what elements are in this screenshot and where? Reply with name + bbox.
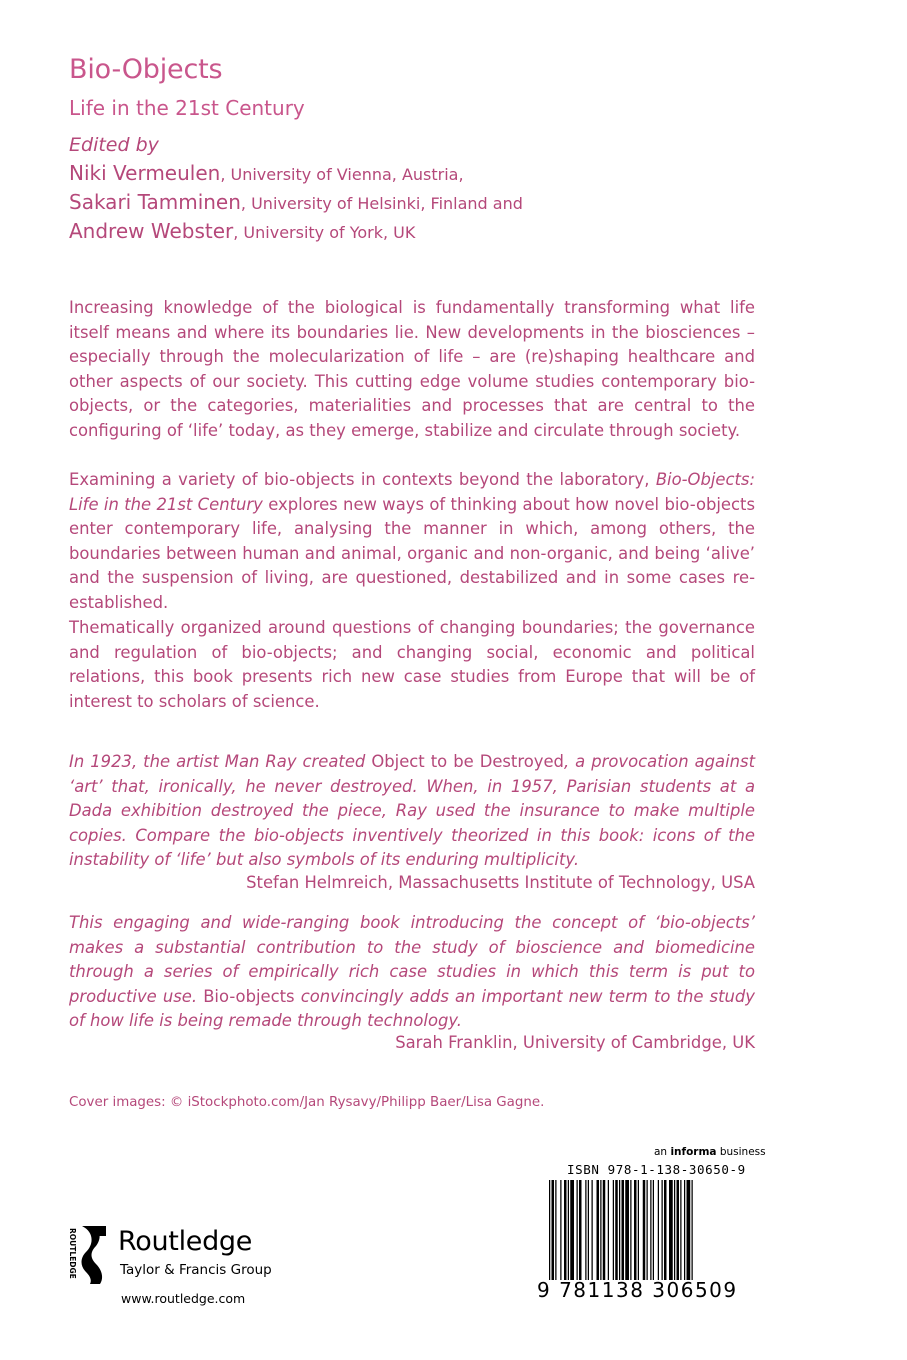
isbn-label: ISBN 978-1-138-30650-9	[567, 1162, 746, 1177]
paragraph-text: explores new ways of thinking about how novel bio-objects enter contemporary life, analysing the manner in which, among others, the boundaries between human and animal, organic and non-organic, and being ‘alive’ and the suspension of living, are questioned, destabilized and in some cases re-established.	[69, 494, 755, 612]
editor-name: Sakari Tamminen	[69, 190, 241, 214]
review-quote-2	[69, 911, 755, 1034]
cover-image-credit: Cover images: © iStockphoto.com/Jan Rysavy/Philipp Baer/Lisa Gagne.	[69, 1095, 545, 1110]
publisher-group: Taylor & Francis Group	[120, 1262, 272, 1278]
paragraph-text: Examining a variety of bio-objects in contexts beyond the laboratory,	[69, 470, 656, 489]
publisher-url: www.routledge.com	[121, 1291, 246, 1306]
review-attribution-1: Stefan Helmreich, Massachusetts Institute of Technology, USA	[246, 873, 755, 892]
editor-affiliation: , University of York, UK	[233, 223, 416, 242]
editor-name: Niki Vermeulen	[69, 161, 221, 185]
publisher-name: Routledge	[118, 1226, 253, 1257]
book-title: Bio-Objects	[69, 54, 223, 85]
description-paragraph-1: Increasing knowledge of the biological is fundamentally transforming what life itself means and where its boundaries lie. New developments in the biosciences – especially through the molecularization of life – are (re)shaping healthcare and other aspects of our society. This cutting edge volume studies contemporary bio-objects, or the categories, materialities and processes that are central to the configuring of ‘life’ today, as they emerge, stabilize and circulate through society.	[69, 298, 755, 440]
quote-text: This engaging and wide-ranging book introducing the concept of ‘bio-objects’ makes a substantial contribution to the study of bioscience and biomedicine through a series of empirically rich case studies in which this term is put to productive use.	[69, 913, 755, 1006]
editor-line	[69, 190, 523, 214]
description-paragraph-2	[69, 468, 755, 616]
quote-artwork-title: Object to be Destroyed	[371, 752, 564, 771]
book-title-inline: Bio-Objects: Life in the 21st Century	[69, 470, 755, 514]
informa-brand: informa	[670, 1146, 717, 1158]
editor-line	[69, 161, 464, 185]
informa-business-label	[654, 1146, 766, 1158]
review-attribution-2: Sarah Franklin, University of Cambridge, UK	[395, 1033, 755, 1052]
review-quote-1	[69, 750, 755, 873]
isbn-digits: 9 781138 306509	[537, 1278, 738, 1302]
edited-by-label: Edited by	[69, 134, 159, 156]
quote-text: In 1923, the artist Man Ray created	[69, 752, 372, 771]
quote-book-title: Bio-objects	[203, 986, 295, 1006]
description-paragraph-3: Thematically organized around questions of changing boundaries; the governance and regulation of bio-objects; and changing social, economic and political relations, this book presents rich new case studies from Europe that will be of interest to scholars of science.	[69, 618, 755, 711]
editor-name: Andrew Webster	[69, 219, 234, 243]
routledge-logo-icon	[64, 1224, 108, 1286]
routledge-vertical-text: ROUTLEDGE	[68, 1228, 77, 1279]
informa-suffix: business	[716, 1146, 766, 1158]
editor-line	[69, 219, 415, 243]
book-subtitle: Life in the 21st Century	[69, 96, 305, 120]
barcode-bars	[549, 1180, 755, 1280]
editor-affiliation: , University of Helsinki, Finland and	[240, 194, 523, 213]
quote-text: convincingly adds an important new term to the study of how life is being remade through technology.	[69, 986, 755, 1031]
informa-prefix: an	[654, 1146, 671, 1158]
editor-affiliation: , University of Vienna, Austria,	[220, 165, 464, 184]
quote-text: , a provocation against ‘art’ that, ironically, he never destroyed. When, in 1957, Parisian students at a Dada exhibition destroyed the piece, Ray used the insurance to make multiple copies. Compare the bio-objects inventively theorized in this book: icons of the instability of ‘life’ but also symbols of its enduring multiplicity.	[69, 752, 755, 870]
isbn-barcode	[537, 1162, 757, 1322]
